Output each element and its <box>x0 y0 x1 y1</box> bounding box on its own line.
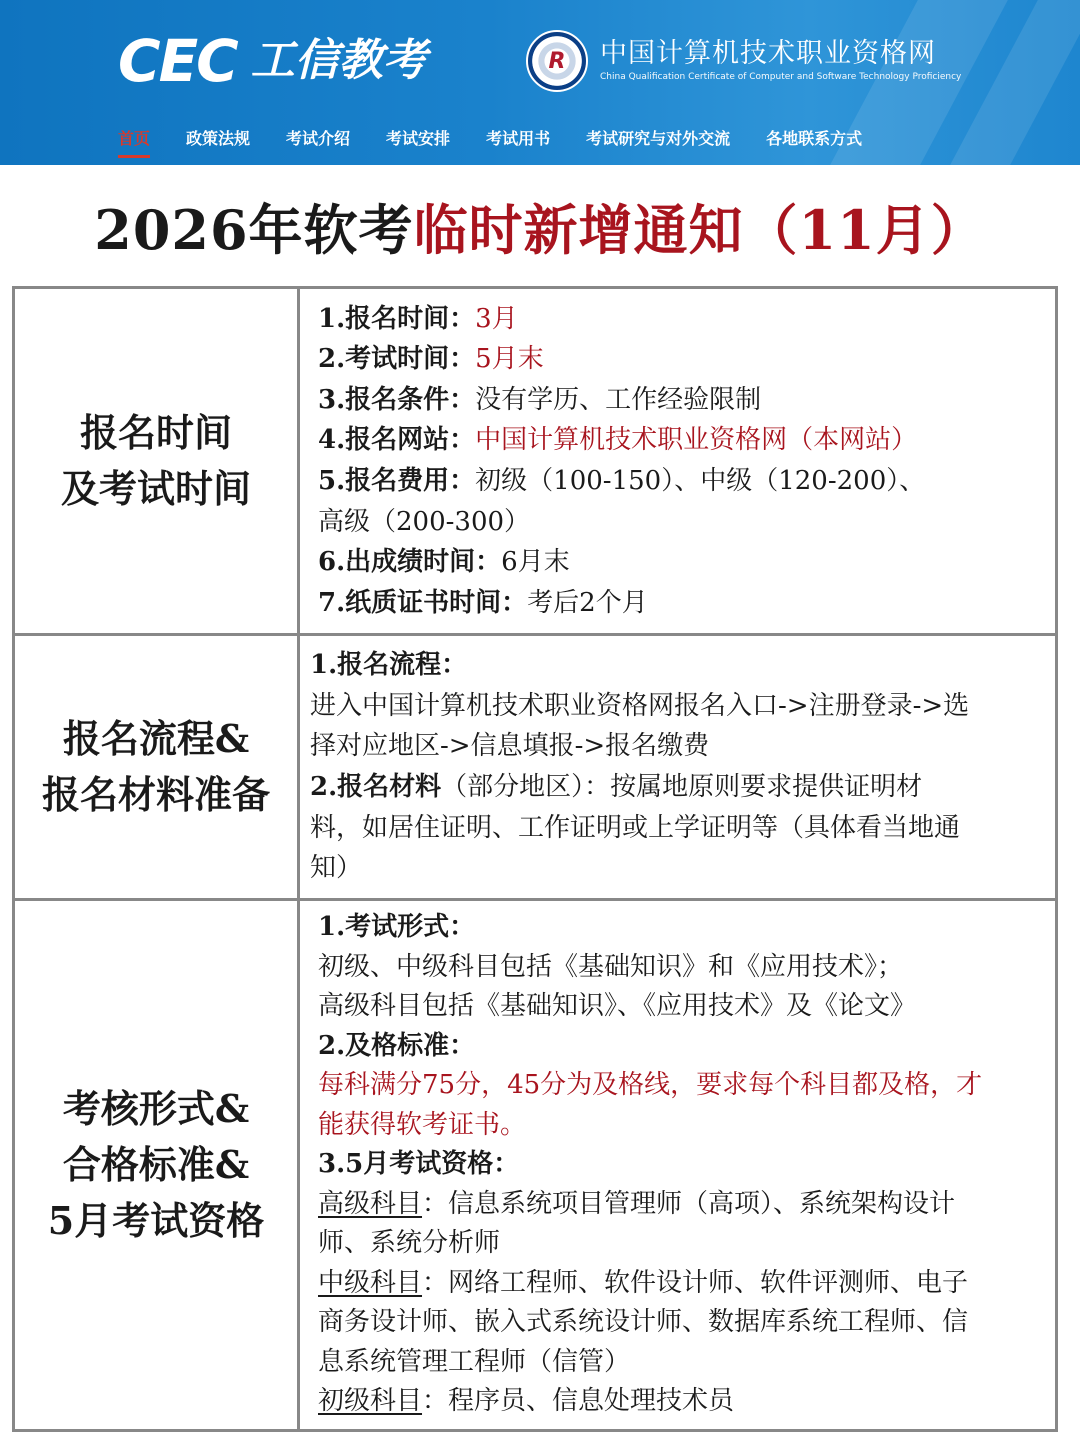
list-item: 3.报名条件：没有学历、工作经验限制 <box>318 384 762 415</box>
cec-logo[interactable] <box>118 27 427 95</box>
row-label <box>14 288 299 635</box>
paragraph-line: 能获得软考证书。 <box>318 1109 527 1140</box>
main-nav <box>118 126 898 152</box>
row-label <box>14 635 299 900</box>
page-title <box>0 190 1080 270</box>
nav-research[interactable]: 考试研究与对外交流 <box>586 129 731 148</box>
sub-heading: 2.及格标准： <box>318 1030 476 1061</box>
list-item: 2.考试时间：5月末 <box>318 344 544 375</box>
logo-name: 工信教考 <box>250 35 427 86</box>
row-label-line: 考核形式& <box>62 1086 250 1131</box>
table-row <box>14 635 1057 900</box>
list-item: 4.报名网站：中国计算机技术职业资格网（本网站） <box>318 425 918 456</box>
nav-exam-books[interactable]: 考试用书 <box>486 129 551 148</box>
sub-heading: 1.报名流程： <box>310 650 468 681</box>
site-banner <box>0 0 1080 165</box>
paragraph-line: 进入中国计算机技术职业资格网报名入口->注册登录->选 <box>310 690 970 721</box>
site-text <box>600 38 961 84</box>
paragraph-line: 2.报名材料（部分地区）：按属地原则要求提供证明材 <box>310 772 923 802</box>
list-item: 7.纸质证书时间：考后2个月 <box>318 587 648 618</box>
row-label-line: 报名时间 <box>79 410 232 455</box>
paragraph-line: 商务设计师、嵌入式系统设计师、数据库系统工程师、信 <box>318 1307 969 1338</box>
paragraph-line: 知） <box>310 853 363 884</box>
row-label-line: 合格标准& <box>62 1142 250 1187</box>
paragraph-line: 息系统管理工程师（信管） <box>318 1346 631 1377</box>
site-identity[interactable] <box>526 30 961 92</box>
seal-icon <box>526 30 588 92</box>
paragraph-line: 中级科目：网络工程师、软件设计师、软件评测师、电子 <box>318 1267 969 1298</box>
paragraph-line: 择对应地区->信息填报->报名缴费 <box>310 731 710 762</box>
row-content <box>299 635 1057 900</box>
row-label-line: 5月考试资格 <box>47 1198 265 1243</box>
seal-letter: R <box>548 48 566 74</box>
row-label-line: 报名流程& <box>62 716 250 761</box>
nav-exam-schedule[interactable]: 考试安排 <box>386 129 451 148</box>
sub-heading: 3.5月考试资格： <box>318 1149 520 1180</box>
paragraph-line: 师、系统分析师 <box>318 1228 501 1259</box>
paragraph-line: 初级科目：程序员、信息处理技术员 <box>318 1386 735 1417</box>
nav-policy[interactable]: 政策法规 <box>186 129 251 148</box>
nav-exam-intro[interactable]: 考试介绍 <box>286 129 351 148</box>
list-item-cont: 高级（200-300） <box>318 506 531 537</box>
row-content <box>299 288 1057 635</box>
row-label-line: 及考试时间 <box>60 466 251 511</box>
list-item: 1.报名时间：3月 <box>318 303 518 334</box>
title-highlight: 临时新增通知（11月） <box>413 198 986 262</box>
table-row <box>14 900 1057 1431</box>
paragraph-line: 每科满分75分，45分为及格线，要求每个科目都及格，才 <box>318 1070 983 1101</box>
logo-mark: CEC <box>118 27 237 95</box>
sub-heading: 1.考试形式： <box>318 912 476 943</box>
list-item: 6.出成绩时间：6月末 <box>318 547 570 578</box>
nav-home[interactable]: 首页 <box>118 126 150 152</box>
table-row <box>14 288 1057 635</box>
site-name-en: China Qualification Certificate of Computer and Software Technology Proficiency <box>600 72 962 82</box>
paragraph-line: 高级科目包括《基础知识》、《应用技术》及《论文》 <box>318 991 917 1022</box>
info-table <box>12 286 1058 1432</box>
title-prefix: 2026年软考 <box>94 198 414 262</box>
paragraph-line: 料，如居住证明、工作证明或上学证明等（具体看当地通 <box>310 812 961 843</box>
row-label-line: 报名材料准备 <box>41 772 270 817</box>
paragraph-line: 高级科目：信息系统项目管理师（高项）、系统架构设计 <box>318 1188 956 1219</box>
list-item: 5.报名费用：初级（100-150）、中级（120-200）、 <box>318 466 926 496</box>
row-content <box>299 900 1057 1431</box>
paragraph-line: 初级、中级科目包括《基础知识》和《应用技术》； <box>318 951 904 982</box>
row-label <box>14 900 299 1431</box>
site-name: 中国计算机技术职业资格网 <box>600 38 936 69</box>
nav-contacts[interactable]: 各地联系方式 <box>766 129 863 148</box>
